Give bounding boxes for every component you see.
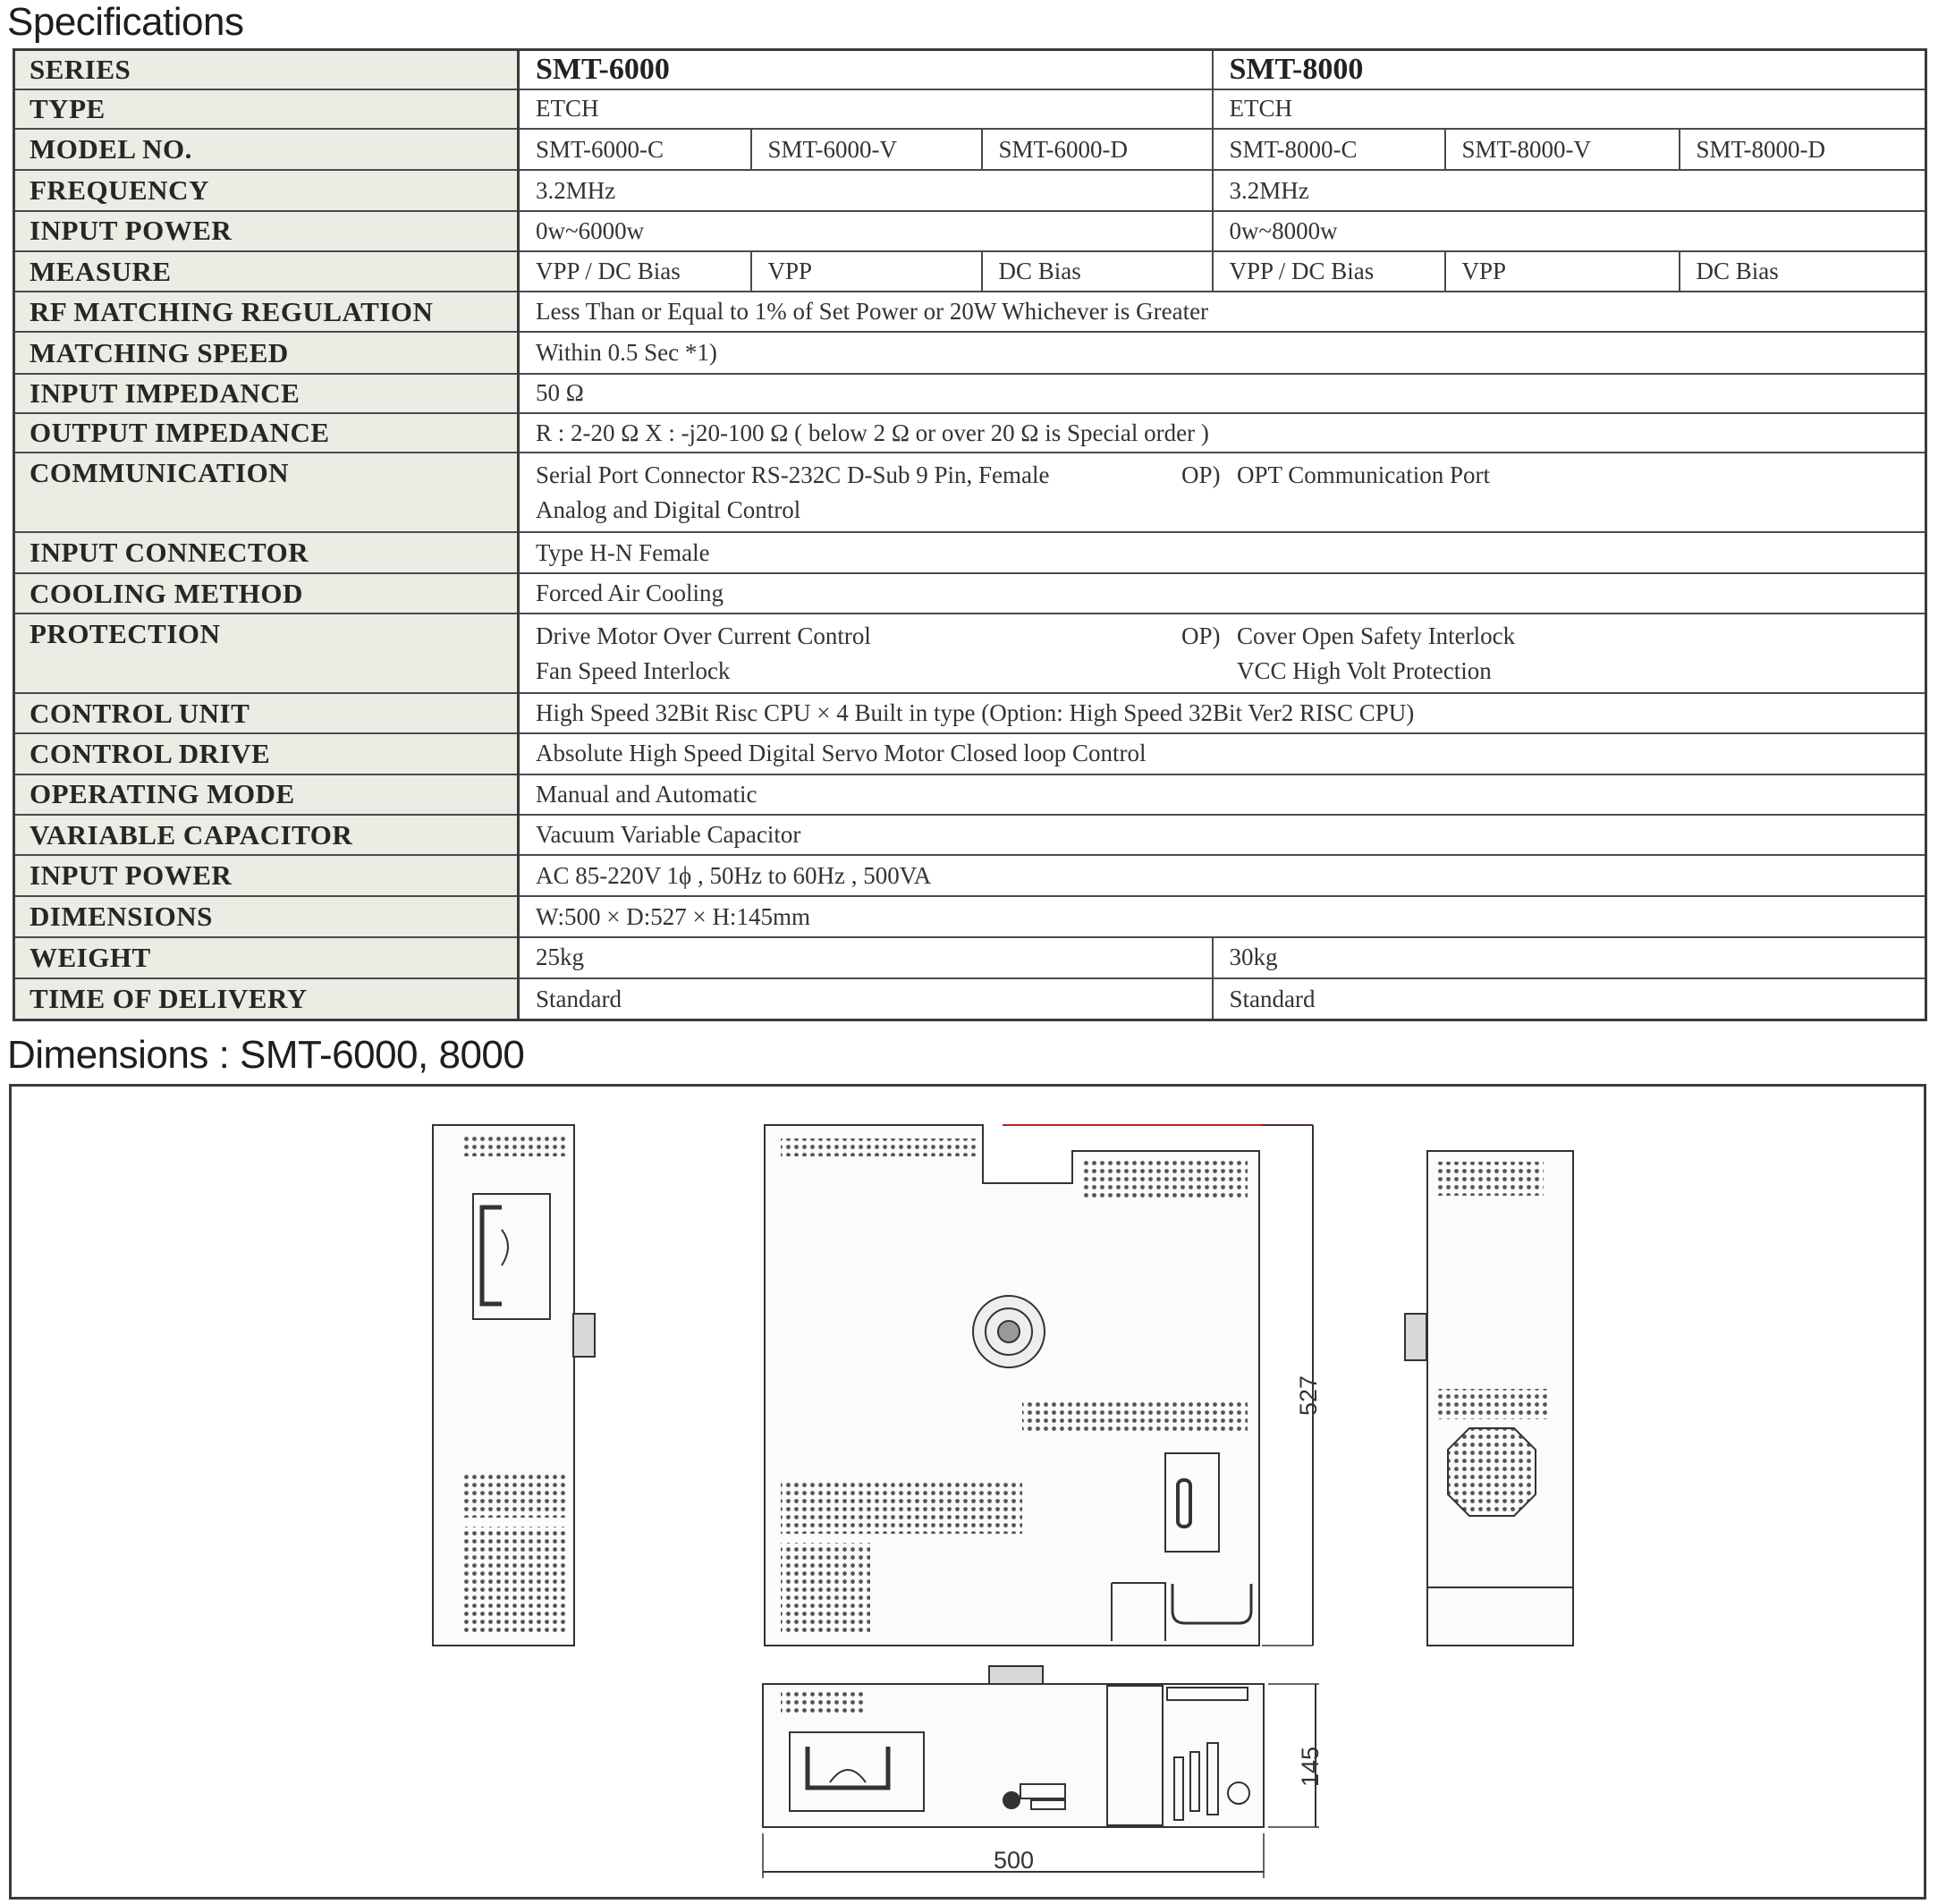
spec-row-model bbox=[14, 129, 1926, 170]
spec-row-protection bbox=[14, 614, 1926, 693]
cell-value: 50 Ω bbox=[519, 374, 1926, 413]
cell-value: Manual and Automatic bbox=[519, 774, 1926, 815]
spec-row-dimensions bbox=[14, 896, 1926, 936]
cell-value: VPP bbox=[1445, 251, 1680, 292]
cell-value: 0w~6000w bbox=[519, 211, 1213, 251]
spec-row-weight bbox=[14, 937, 1926, 978]
protection-op-value-2: VCC High Volt Protection bbox=[1237, 656, 1492, 684]
spec-row-communication bbox=[14, 453, 1926, 532]
spec-row-measure bbox=[14, 251, 1926, 292]
row-label: TIME OF DELIVERY bbox=[14, 978, 519, 1020]
cell-value: DC Bias bbox=[1680, 251, 1926, 292]
row-label: INPUT POWER bbox=[14, 211, 519, 251]
dimensions-heading: Dimensions : SMT-6000, 8000 bbox=[7, 1033, 525, 1077]
comm-line-2: Analog and Digital Control bbox=[536, 495, 801, 523]
width-dimension-label: 500 bbox=[994, 1847, 1035, 1874]
right-side-view-drawing bbox=[1405, 1151, 1573, 1646]
spec-row-cooling bbox=[14, 573, 1926, 614]
spec-row-series bbox=[14, 50, 1926, 89]
row-label: INPUT IMPEDANCE bbox=[14, 374, 519, 413]
row-label: TYPE bbox=[14, 89, 519, 129]
cell-value: ETCH bbox=[1213, 89, 1926, 129]
cell-value: 3.2MHz bbox=[519, 170, 1213, 210]
cell-value: ETCH bbox=[519, 89, 1213, 129]
spec-row-input-power-ac bbox=[14, 855, 1926, 896]
technical-drawing bbox=[12, 1087, 1924, 1897]
cell-value: VPP / DC Bias bbox=[519, 251, 751, 292]
protection-op-value-1: Cover Open Safety Interlock bbox=[1237, 622, 1516, 649]
specifications-heading: Specifications bbox=[7, 0, 244, 44]
cell-value: VPP bbox=[751, 251, 982, 292]
row-label: VARIABLE CAPACITOR bbox=[14, 815, 519, 855]
spec-row-variable-capacitor bbox=[14, 815, 1926, 855]
cell-value: AC 85-220V 1ϕ , 50Hz to 60Hz , 500VA bbox=[519, 855, 1926, 896]
spec-row-control-drive bbox=[14, 733, 1926, 774]
cell-value: SMT-8000-V bbox=[1445, 129, 1680, 170]
comm-op-value: OPT Communication Port bbox=[1237, 461, 1491, 488]
row-label: CONTROL UNIT bbox=[14, 693, 519, 733]
cell-value: W:500 × D:527 × H:145mm bbox=[519, 896, 1926, 936]
cell-value: Standard bbox=[1213, 978, 1926, 1020]
specifications-table bbox=[13, 48, 1927, 1021]
spec-row-matching-speed bbox=[14, 332, 1926, 373]
row-label: OUTPUT IMPEDANCE bbox=[14, 413, 519, 453]
front-view-drawing bbox=[763, 1666, 1319, 1878]
op-marker: OP) bbox=[1181, 461, 1221, 488]
height-dimension-label: 145 bbox=[1297, 1746, 1324, 1788]
cell-value: Forced Air Cooling bbox=[519, 573, 1926, 614]
series-smt-8000: SMT-8000 bbox=[1213, 50, 1926, 89]
cell-value: R : 2-20 Ω X : -j20-100 Ω ( below 2 Ω or over 20 Ω is Special order ) bbox=[519, 413, 1926, 453]
comm-line-1: Serial Port Connector RS-232C D-Sub 9 Pin, Female bbox=[536, 461, 1050, 488]
depth-dimension-label: 527 bbox=[1295, 1375, 1323, 1417]
cell-value: Standard bbox=[519, 978, 1213, 1020]
cell-value: DC Bias bbox=[982, 251, 1213, 292]
row-label: SERIES bbox=[14, 50, 519, 89]
cell-value: SMT-6000-V bbox=[751, 129, 982, 170]
spec-row-input-power bbox=[14, 211, 1926, 251]
cell-value bbox=[519, 614, 1926, 693]
spec-row-input-impedance bbox=[14, 374, 1926, 413]
spec-row-output-impedance bbox=[14, 413, 1926, 453]
cell-value: VPP / DC Bias bbox=[1213, 251, 1445, 292]
row-label: COMMUNICATION bbox=[14, 453, 519, 532]
row-label: MATCHING SPEED bbox=[14, 332, 519, 373]
row-label: FREQUENCY bbox=[14, 170, 519, 210]
series-smt-6000: SMT-6000 bbox=[519, 50, 1213, 89]
spec-row-frequency bbox=[14, 170, 1926, 210]
spec-row-delivery bbox=[14, 978, 1926, 1020]
cell-value: 3.2MHz bbox=[1213, 170, 1926, 210]
row-label: WEIGHT bbox=[14, 937, 519, 978]
spec-row-rf-matching bbox=[14, 292, 1926, 332]
spec-row-input-connector bbox=[14, 532, 1926, 573]
row-label: MEASURE bbox=[14, 251, 519, 292]
row-label: CONTROL DRIVE bbox=[14, 733, 519, 774]
cell-value bbox=[519, 453, 1926, 532]
cell-value: 25kg bbox=[519, 937, 1213, 978]
row-label: INPUT CONNECTOR bbox=[14, 532, 519, 573]
row-label: COOLING METHOD bbox=[14, 573, 519, 614]
cell-value: Vacuum Variable Capacitor bbox=[519, 815, 1926, 855]
cell-value: Within 0.5 Sec *1) bbox=[519, 332, 1926, 373]
cell-value: Absolute High Speed Digital Servo Motor Closed loop Control bbox=[519, 733, 1926, 774]
cell-value: High Speed 32Bit Risc CPU × 4 Built in type (Option: High Speed 32Bit Ver2 RISC CPU) bbox=[519, 693, 1926, 733]
cell-value: Type H-N Female bbox=[519, 532, 1926, 573]
row-label: INPUT POWER bbox=[14, 855, 519, 896]
cell-value: SMT-8000-C bbox=[1213, 129, 1445, 170]
protection-line-1: Drive Motor Over Current Control bbox=[536, 622, 871, 649]
spec-row-operating-mode bbox=[14, 774, 1926, 815]
row-label: DIMENSIONS bbox=[14, 896, 519, 936]
op-marker: OP) bbox=[1181, 622, 1221, 649]
cell-value: SMT-8000-D bbox=[1680, 129, 1926, 170]
row-label: PROTECTION bbox=[14, 614, 519, 693]
spec-row-control-unit bbox=[14, 693, 1926, 733]
cell-value: 30kg bbox=[1213, 937, 1926, 978]
protection-line-2: Fan Speed Interlock bbox=[536, 656, 731, 684]
cell-value: SMT-6000-D bbox=[982, 129, 1213, 170]
spec-row-type bbox=[14, 89, 1926, 129]
left-side-view-drawing bbox=[433, 1125, 595, 1646]
row-label: RF MATCHING REGULATION bbox=[14, 292, 519, 332]
cell-value: Less Than or Equal to 1% of Set Power or 20W Whichever is Greater bbox=[519, 292, 1926, 332]
row-label: MODEL NO. bbox=[14, 129, 519, 170]
top-view-drawing bbox=[765, 1125, 1313, 1646]
cell-value: 0w~8000w bbox=[1213, 211, 1926, 251]
row-label: OPERATING MODE bbox=[14, 774, 519, 815]
dimension-drawing-panel bbox=[9, 1084, 1926, 1900]
cell-value: SMT-6000-C bbox=[519, 129, 751, 170]
